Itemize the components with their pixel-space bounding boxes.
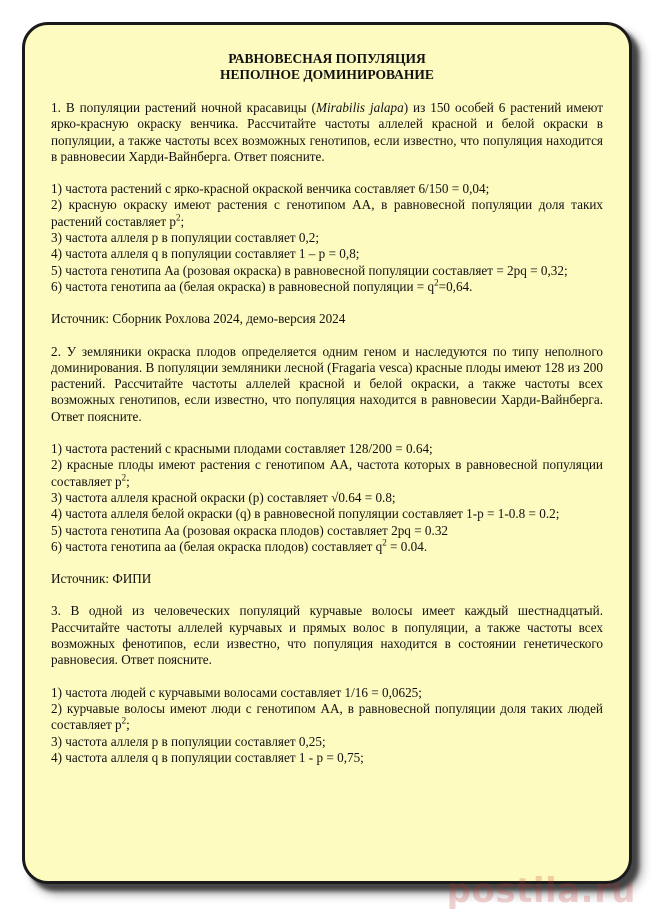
task3-answer-3: 3) частота аллеля р в популяции составляет 0,25;: [51, 733, 326, 749]
task1-answer-2: 2) красную окраску имеют растения с генотипом АА, в равновесной популяции доля таких растений составляет $p^2$;: [51, 197, 603, 229]
watermark: postila.ru: [446, 871, 636, 911]
task1-answer-1: 1) частота растений с ярко-красной окраской венчика составляет 6/150 = 0,04;: [51, 181, 490, 197]
task2-answer-3: 3) частота аллеля красной окраски (р) составляет √0.64 = 0.8;: [51, 489, 396, 505]
task1-question: 1. В популяции растений ночной красавицы (Mirabilis jalapa) из 150 особей 6 растений имеют ярко-красную окраску венчика. Рассчитайте частоты аллелей красной и белой окраски в популяции, а также частоты всех возможных генотипов, если известно, что популяция находится в равновесии Харди-Вайнберга. Ответ поясните.: [51, 100, 603, 164]
task2-answer-6: 6) частота генотипа аа (белая окраска плодов) составляет $q^2 = 0.04$.: [51, 537, 428, 554]
task2-answer-4: 4) частота аллеля белой окраски (q) в равновесной популяции составляет 1-р = 1-0.8 = 0.2;: [51, 506, 560, 522]
task1-source: Источник: Сборник Рохлова 2024, демо-версия 2024: [51, 311, 346, 327]
task1-answer-6: 6) частота генотипа аа (белая окраска) в равновесной популяции = $q^2=0,64$.: [51, 277, 473, 294]
task1-answer-3: 3) частота аллеля р в популяции составляет 0,2;: [51, 230, 320, 246]
species-name: Mirabilis jalapa: [315, 100, 404, 115]
task2-answer-2: 2) красные плоды имеют растения с генотипом АА, частота которых в равновесной популяции составляет $р^2$;: [51, 457, 603, 489]
task2-source: Источник: ФИПИ: [51, 571, 152, 587]
task3-question: 3. В одной из человеческих популяций курчавые волосы имеет каждый шестнадцатый. Рассчитайте частоты аллелей курчавых и прямых волос в популяции, а также частоты всех возможных фенотипов, если известно, что популяция находится в состоянии генетического равновесия. Ответ поясните.: [51, 603, 603, 668]
title-line-2: НЕПОЛНОЕ ДОМИНИРОВАНИЕ: [220, 67, 434, 82]
page-title: [51, 51, 603, 83]
task2-question: 2. У земляники окраска плодов определяется одним геном и наследуются по типу неполного доминирования. В популяции земляники лесной (Fragaria vesca) красные плоды имеют 128 из 200 растений. Рассчитайте частоты аллелей красной и белой окраски, а также частоты всех возможных генотипов, если известно, что популяция находится в равновесии Харди-Вайнберга. Ответ поясните.: [51, 343, 603, 424]
title-line-1: РАВНОВЕСНАЯ ПОПУЛЯЦИЯ: [228, 51, 426, 66]
task1-answer-5: 5) частота генотипа Аа (розовая окраска) в равновесной популяции составляет = 2pq = 0,32;: [51, 262, 568, 278]
task2-answer-1: 1) частота растений с красными плодами составляет 128/200 = 0.64;: [51, 441, 433, 457]
task1-answer-4: 4) частота аллеля q в популяции составляет 1 – р = 0,8;: [51, 246, 360, 262]
task3-answer-1: 1) частота людей с курчавыми волосами составляет 1/16 = 0,0625;: [51, 684, 422, 700]
task2-answer-5: 5) частота генотипа Аа (розовая окраска плодов) составляет 2pq = 0.32: [51, 522, 449, 538]
task3-answer-4: 4) частота аллеля q в популяции составляет 1 - р = 0,75;: [51, 749, 364, 765]
task3-answer-2: 2) курчавые волосы имеют люди с генотипом АА, в равновесной популяции доля таких людей составляет $p^2$;: [51, 700, 603, 733]
document-card: [22, 22, 632, 884]
